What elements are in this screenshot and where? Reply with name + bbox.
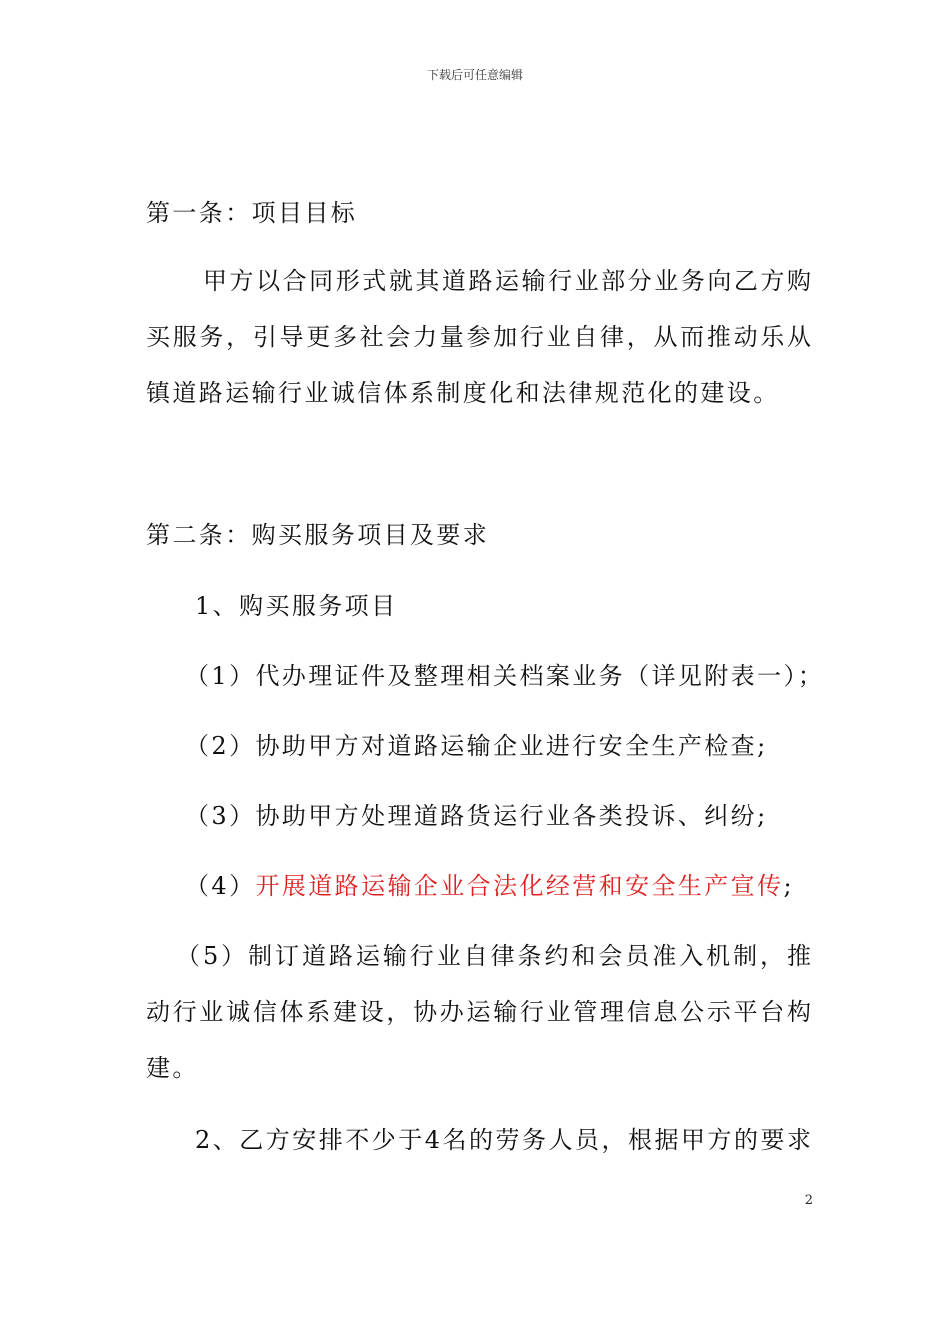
service-item-4-prefix: （4） — [185, 872, 256, 900]
page-number: 2 — [804, 1193, 813, 1208]
sub-item-2-line: 2、乙方安排不少于4名的劳务人员，根据甲方的要求 — [195, 1126, 811, 1154]
service-item-1: （1）代办理证件及整理相关档案业务（详见附表一）； — [185, 662, 825, 690]
service-item-5-line-2: 动行业诚信体系建设，协办运输行业管理信息公示平台构 — [146, 998, 811, 1026]
service-item-2: （2）协助甲方对道路运输企业进行安全生产检查; — [185, 732, 768, 760]
service-item-4-highlight: 开展道路运输企业合法化经营和安全生产宣传 — [255, 872, 784, 900]
sub-item-1-heading: 1、购买服务项目 — [195, 592, 398, 620]
article-1-line-3: 镇道路运输行业诚信体系制度化和法律规范化的建设。 — [146, 379, 780, 407]
article-2-heading: 第二条：购买服务项目及要求 — [146, 521, 490, 549]
service-item-5-line-1: （5）制订道路运输行业自律条约和会员准入机制，推 — [176, 942, 811, 970]
service-item-4-suffix: ; — [783, 872, 794, 900]
article-1-line-1: 甲方以合同形式就其道路运输行业部分业务向乙方购 — [203, 267, 811, 295]
article-1-heading: 第一条：项目目标 — [146, 199, 358, 227]
service-item-3: （3）协助甲方处理道路货运行业各类投诉、纠纷; — [185, 802, 768, 830]
header-note: 下载后可任意编辑 — [426, 68, 523, 82]
service-item-5-line-3: 建。 — [146, 1054, 199, 1082]
article-1-line-2: 买服务，引导更多社会力量参加行业自律，从而推动乐从 — [146, 323, 811, 351]
service-item-4 — [185, 871, 811, 901]
